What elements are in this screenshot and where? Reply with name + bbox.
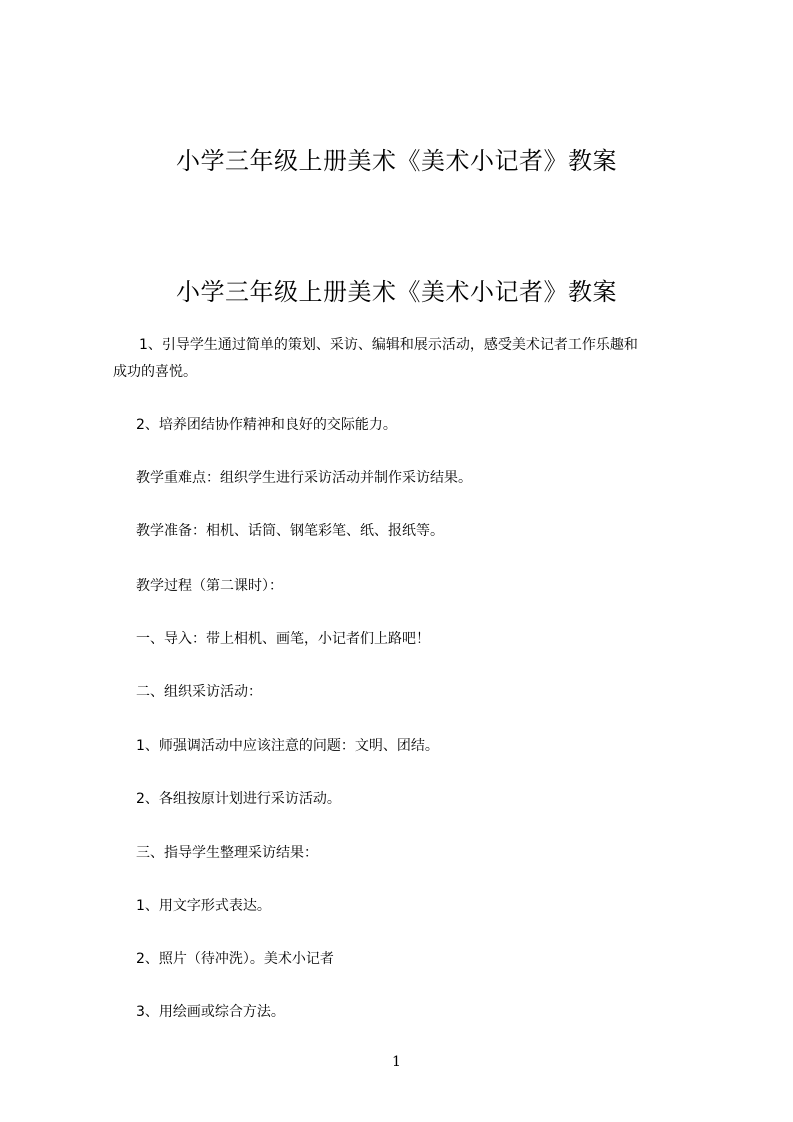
step-2-item-2: 2、各组按原计划进行采访活动。 xyxy=(136,791,341,807)
step-3-item-3: 3、用绘画或综合方法。 xyxy=(136,1004,285,1020)
step-3-item-2: 2、照片（待冲洗）。美术小记者 xyxy=(136,951,334,967)
step-2: 二、组织采访活动： xyxy=(136,684,262,700)
step-3: 三、指导学生整理采访结果： xyxy=(136,845,318,861)
step-2-item-1: 1、师强调活动中应该注意的问题：文明、团结。 xyxy=(136,738,439,754)
objective-1-line-1: 1、引导学生通过简单的策划、采访、编辑和展示活动，感受美术记者工作乐趣和 xyxy=(139,337,638,353)
process-heading: 教学过程（第二课时）： xyxy=(136,578,283,594)
key-points: 教学重难点：组织学生进行采访活动并制作采访结果。 xyxy=(136,470,472,486)
step-1: 一、导入：带上相机、画笔，小记者们上路吧！ xyxy=(136,631,430,647)
page-number: 1 xyxy=(392,1054,401,1070)
preparation: 教学准备：相机、话筒、钢笔彩笔、纸、报纸等。 xyxy=(136,523,444,539)
objective-2: 2、培养团结协作精神和良好的交际能力。 xyxy=(136,417,397,433)
document-header-title: 小学三年级上册美术《美术小记者》教案 xyxy=(176,147,617,175)
objective-1-line-2: 成功的喜悦。 xyxy=(113,364,197,380)
step-3-item-1: 1、用文字形式表达。 xyxy=(136,898,271,914)
document-title: 小学三年级上册美术《美术小记者》教案 xyxy=(176,278,617,306)
